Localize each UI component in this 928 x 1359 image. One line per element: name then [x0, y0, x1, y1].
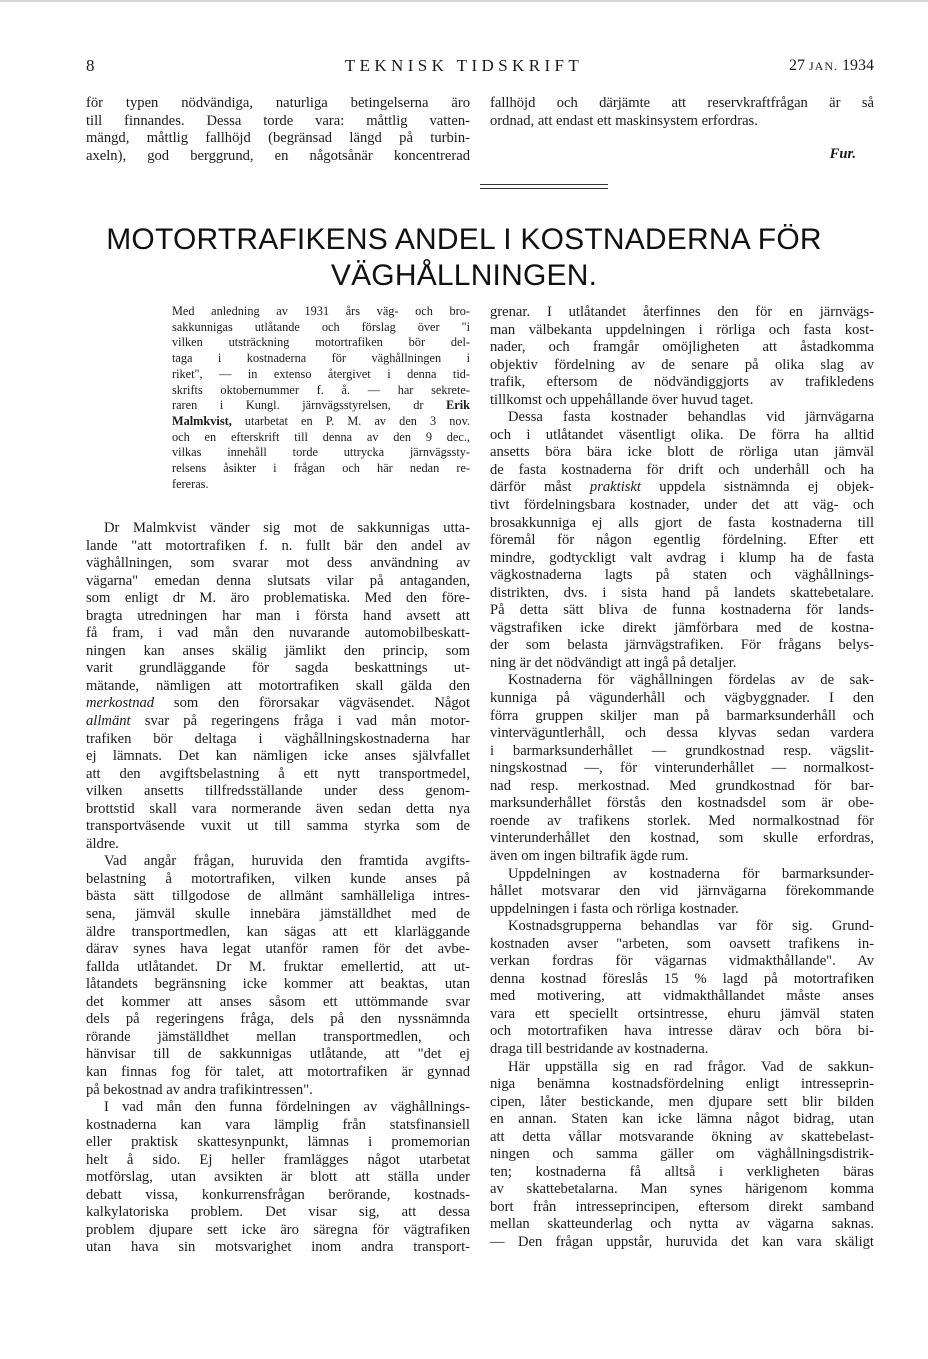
text-line: av skattebetalarna. Man synes härigenom komma	[490, 1181, 874, 1198]
text-line: förra gruppen skiljer man på barmarksunderhåll och	[490, 707, 874, 724]
text-line: lande "att motortrafiken f. n. fullt bär den andel av	[86, 537, 470, 554]
text-line: Kostnaderna för väghållningen fördelas av de sak-	[508, 672, 874, 689]
text-line: cipen, låter bestickande, men djupare sett blir bilden	[490, 1093, 874, 1110]
text-line: låtandets begränsning icke kommer att beaktas, utan	[86, 976, 470, 993]
text-line: tivt fördelningsbara kostnader, under det att väg- och	[490, 497, 874, 514]
intro-line: fereras.	[172, 476, 209, 491]
text-line: vilken ansetts tillfredsställande under dess genom-	[86, 783, 470, 800]
article-right-column	[490, 304, 874, 1252]
text-line: och i utlåtandet väsentligt olika. De förra ha alltid	[490, 426, 874, 443]
text-line: i barmarksunderhållet — grundkostnad resp. vägslit-	[490, 742, 874, 759]
prev-article-left-column	[86, 95, 470, 165]
text-line: motförslag, utan avsikten är blott att ställa under	[86, 1169, 470, 1186]
text-line: hållet motsvarar den vid järnvägarna förekommande	[490, 883, 874, 900]
text-line: även om ingen biltrafik ägde rum.	[490, 847, 689, 864]
text-line: en annan. Staten kan icke lämna något bidrag, utan	[490, 1111, 874, 1128]
text-line: vägkostnaderna lagts på staten och väghållnings-	[490, 567, 874, 584]
text-line: vägarna" emedan denna slutsats vilar på antaganden,	[86, 572, 470, 589]
text-line: utan hava sin motsvarighet inom andra transport-	[86, 1239, 470, 1256]
text-line: brottstid skall vara normerande även sedan detta nya	[86, 800, 470, 817]
text-line: ningskostnad —, för vinterunderhållet — normalkost-	[490, 760, 874, 777]
text-line: mellan skatteunderlag och nytta av vägarna saknas.	[490, 1216, 874, 1233]
text-line: belastning å motortrafiken, vilken kunde anses på	[86, 870, 470, 887]
intro-line: vilkas innehåll torde uttrycka järnvägssty-	[172, 445, 470, 460]
text-line: objektiv fördelning av de senare på olika slag av	[490, 356, 874, 373]
text-line: roende av trafikens storlek. Med normalkostnad för	[490, 812, 874, 829]
text-line: äldre transportmedlen, kan sägas att ett klarläggande	[86, 923, 470, 940]
intro-line: sakkunnigas utlåtande och förslag över "i	[172, 319, 470, 334]
top-border	[0, 0, 928, 2]
prev-article-right-column	[490, 95, 874, 130]
text-line: sena, jämväl skulle innebära jämställdhet med de	[86, 906, 470, 923]
text-line: — Den frågan uppstår, huruvida det kan vara skäligt	[490, 1233, 874, 1250]
intro-line: relsens åsikter i frågan och här nedan re-	[172, 461, 470, 476]
text-line: därför måst praktiskt uppdela sistnämnda ej objek-	[490, 479, 874, 496]
text-line: till finnandes. Dessa torde vara: måttlig vatten-	[86, 112, 470, 129]
text-line: bort från intresseprincipen, eftersom direkt samband	[490, 1198, 874, 1215]
text-line: denna kostnad föreslås 15 % lagd på motortrafiken	[490, 970, 874, 987]
text-line: Dr Malmkvist vänder sig mot de sakkunnigas utta-	[104, 520, 470, 536]
text-line: som enligt dr M. äro problematiska. Med den före-	[86, 590, 470, 607]
text-line: Dessa fasta kostnader behandlas vid järnvägarna	[508, 409, 874, 426]
page-number: 8	[86, 56, 95, 75]
article-left-column	[86, 520, 470, 1257]
text-line: ordnad, att endast ett maskinsystem erfordras.	[490, 112, 758, 129]
article-title-line-2: VÄGHÅLLNINGEN.	[330, 259, 598, 292]
text-line: bragta utredningen har man i första hand avsett att	[86, 607, 470, 624]
text-line: Här uppställa sig en rad frågor. Vad de sakkun-	[508, 1058, 874, 1075]
text-line: ningen kan anses skälig jämlikt den princip, som	[86, 642, 470, 659]
text-line: väghållningen, som svarar mot dess användning av	[86, 555, 470, 572]
issue-date	[789, 56, 874, 76]
text-line: på bekostnad av andra trafikintressen".	[86, 1081, 313, 1098]
text-line: uppdelningen i fasta och rörliga kostnader.	[490, 900, 739, 917]
text-line: mängd, måttlig fallhöjd (begränsad längd på turbin-	[86, 130, 470, 147]
text-line: ansetts böra bära icke blott de rörliga utan jämväl	[490, 444, 874, 461]
journal-title: TEKNISK TIDSKRIFT	[344, 56, 584, 75]
text-line: draga till bestridande av kostnaderna.	[490, 1040, 709, 1057]
text-line: hänvisar till de sakkunnigas utlåtande, att "det ej	[86, 1046, 470, 1063]
text-line: bästa sätt tillgodose de allmänt samhälleliga intres-	[86, 888, 470, 905]
text-line: dels på regeringens fråga, dels på den nyssnämnda	[86, 1011, 470, 1028]
text-line: problem djupare sett icke äro säregna för vägtrafiken	[86, 1221, 470, 1238]
text-line: Kostnadsgrupperna behandlas var för sig. Grund-	[508, 918, 874, 935]
text-line: nader, och framgår omöjligheten att åstadkomma	[490, 339, 874, 356]
text-line: föremål för någon egentlig fördelning. Efter ett	[490, 532, 874, 549]
text-line: grenar. I utlåtandet återfinnes den för en järnvägs-	[490, 304, 874, 320]
text-line: Uppdelningen av kostnaderna för barmarksunder-	[508, 865, 874, 882]
text-line: vinterunderhållet den kostnad, som skulle erfordras,	[490, 830, 874, 847]
text-line: transportväsende vuxit ut till samma styrka som de	[86, 818, 470, 835]
text-line: ten; kostnaderna få alltså i verkligheten bäras	[490, 1163, 874, 1180]
text-line: ningen och samma gäller om väghållningsdistrik-	[490, 1146, 874, 1163]
text-line: distrikten, dvs. i sista hand på landets skattebetalare.	[490, 584, 874, 601]
text-line: vara ett speciellt ortsintresse, ehuru jämväl staten	[490, 1005, 874, 1022]
article-intro	[172, 304, 470, 492]
text-line: I vad mån den funna fördelningen av väghållnings-	[104, 1099, 470, 1116]
text-line: äldre.	[86, 835, 119, 852]
intro-line: riket", — in extenso återgivet i denna tid-	[172, 366, 470, 381]
text-line: med motivering, att vidmakthållandet måste anses	[490, 988, 874, 1005]
intro-line: raren i Kungl. järnvägsstyrelsen, dr Erik	[172, 398, 470, 413]
text-line: axeln), god berggrund, en någotsånär koncentrerad	[86, 147, 470, 164]
text-line: niga benämna kostnadsfördelning enligt intresseprin-	[490, 1076, 874, 1093]
text-line: fallda utlåtandet. Dr M. fruktar emellertid, att ut-	[86, 958, 470, 975]
text-line: helt å sido. Ej heller framlägges något utarbetat	[86, 1151, 470, 1168]
text-line: kalkylatoriska problem. Det visar sig, att dessa	[86, 1204, 470, 1221]
separator-rule	[480, 184, 608, 185]
text-line: kan finnas fog för talet, att motortrafiken är gynnad	[86, 1063, 470, 1080]
intro-line: och en efterskrift till denna av den 9 dec.,	[172, 429, 470, 444]
text-line: ning är det nödvändigt att ingå på detaljer.	[490, 654, 737, 671]
text-line: och motortrafiken hava intresse därav och böra bi-	[490, 1023, 874, 1040]
text-line: marksunderhållet förstås den kostnadsdel som är obe-	[490, 795, 874, 812]
text-line: På detta sätt bliva de funna kostnaderna för lands-	[490, 602, 874, 619]
text-line: att detta vållar motsvarande ökning av skattebelast-	[490, 1128, 874, 1145]
intro-line: taga i kostnaderna för väghållningen i	[172, 351, 470, 366]
text-line: de fasta kostnaderna för drift och underhåll och ha	[490, 461, 874, 478]
text-line: få fram, i vad mån den nuvarande automobilbeskatt-	[86, 625, 470, 642]
text-line: allmänt svar på regeringens fråga i vad mån motor-	[86, 713, 470, 730]
separator-rule	[480, 188, 608, 189]
text-line: verkan fordras för vägarnas vidmakthållande". Av	[490, 953, 874, 970]
text-line: rörande jämställdhet mellan transportmedlen, och	[86, 1028, 470, 1045]
text-line: mindre, godtyckligt valt avdrag i klump ha de fasta	[490, 549, 874, 566]
article-title-line-1: MOTORTRAFIKENS ANDEL I KOSTNADERNA FÖR	[106, 223, 822, 256]
text-line: kostnaden avser "arbeten, som oavsett trafikens in-	[490, 935, 874, 952]
intro-line: vilken utsträckning motortrafiken bör del-	[172, 335, 470, 350]
text-line: man välbekanta uppdelningen i rörliga och fasta kost-	[490, 321, 874, 338]
text-line: kostnaderna kan vara lämplig från statsfinansiell	[86, 1116, 470, 1133]
intro-line: Med anledning av 1931 års väg- och bro-	[172, 304, 470, 318]
text-line: nad resp. merkostnad. Med grundkostnad för bar-	[490, 777, 874, 794]
text-line: för typen nödvändiga, naturliga betingelserna äro	[86, 95, 470, 111]
text-line: fallhöjd och därjämte att reservkraftfrågan är så	[490, 95, 874, 111]
text-line: att den avgiftsbelastning å ett nytt transportmedel,	[86, 765, 470, 782]
date-year: 1934	[842, 57, 874, 74]
text-line: brosakkunniga ej alls gjort de fasta kostnaderna till	[490, 514, 874, 531]
text-line: det kommer att anses såsom ett uttömmande svar	[86, 993, 470, 1010]
text-line: därav synes hava legat utanför ramen för det avbe-	[86, 941, 470, 958]
date-month: JAN.	[808, 59, 838, 73]
text-line: varit grundläggande för sagda beskattnings ut-	[86, 660, 470, 677]
text-line: debatt vissa, konkurrensfrågan berörande, kostnads-	[86, 1186, 470, 1203]
text-line: vinterväguntlerhåll, och dessa klyvas sedan vardera	[490, 725, 874, 742]
text-line: merkostnad som den förorsakar vägväsendet. Något	[86, 695, 470, 712]
text-line: mätande, nämligen att motortrafiken skall gälda den	[86, 677, 470, 694]
text-line: ej lämnats. Det kan nämligen icke anses självfallet	[86, 748, 470, 765]
prev-article-signature: Fur.	[829, 146, 856, 162]
text-line: Vad angår frågan, huruvida den framtida avgifts-	[104, 853, 470, 870]
text-line: kunniga på vägunderhåll och vägbyggnader. I den	[490, 690, 874, 707]
text-line: trafik, eftersom de nödvändiggjorts av trafikledens	[490, 374, 874, 391]
intro-line: Malmkvist, utarbetat en P. M. av den 3 nov.	[172, 413, 470, 428]
text-line: eller praktisk skattesynpunkt, lämnas i promemorian	[86, 1134, 470, 1151]
intro-line: skrifts oktobernummer f. å. — har sekrete-	[172, 382, 470, 397]
text-line: trafiken bör deltaga i väghållningskostnaderna har	[86, 730, 470, 747]
text-line: tillkomst och uppehållande över huvud taget.	[490, 391, 754, 408]
date-day: 27	[788, 57, 805, 74]
text-line: der som belasta järnvägstrafiken. För frågans belys-	[490, 637, 874, 654]
text-line: vägstrafiken icke direkt jämförbara med de kostna-	[490, 619, 874, 636]
